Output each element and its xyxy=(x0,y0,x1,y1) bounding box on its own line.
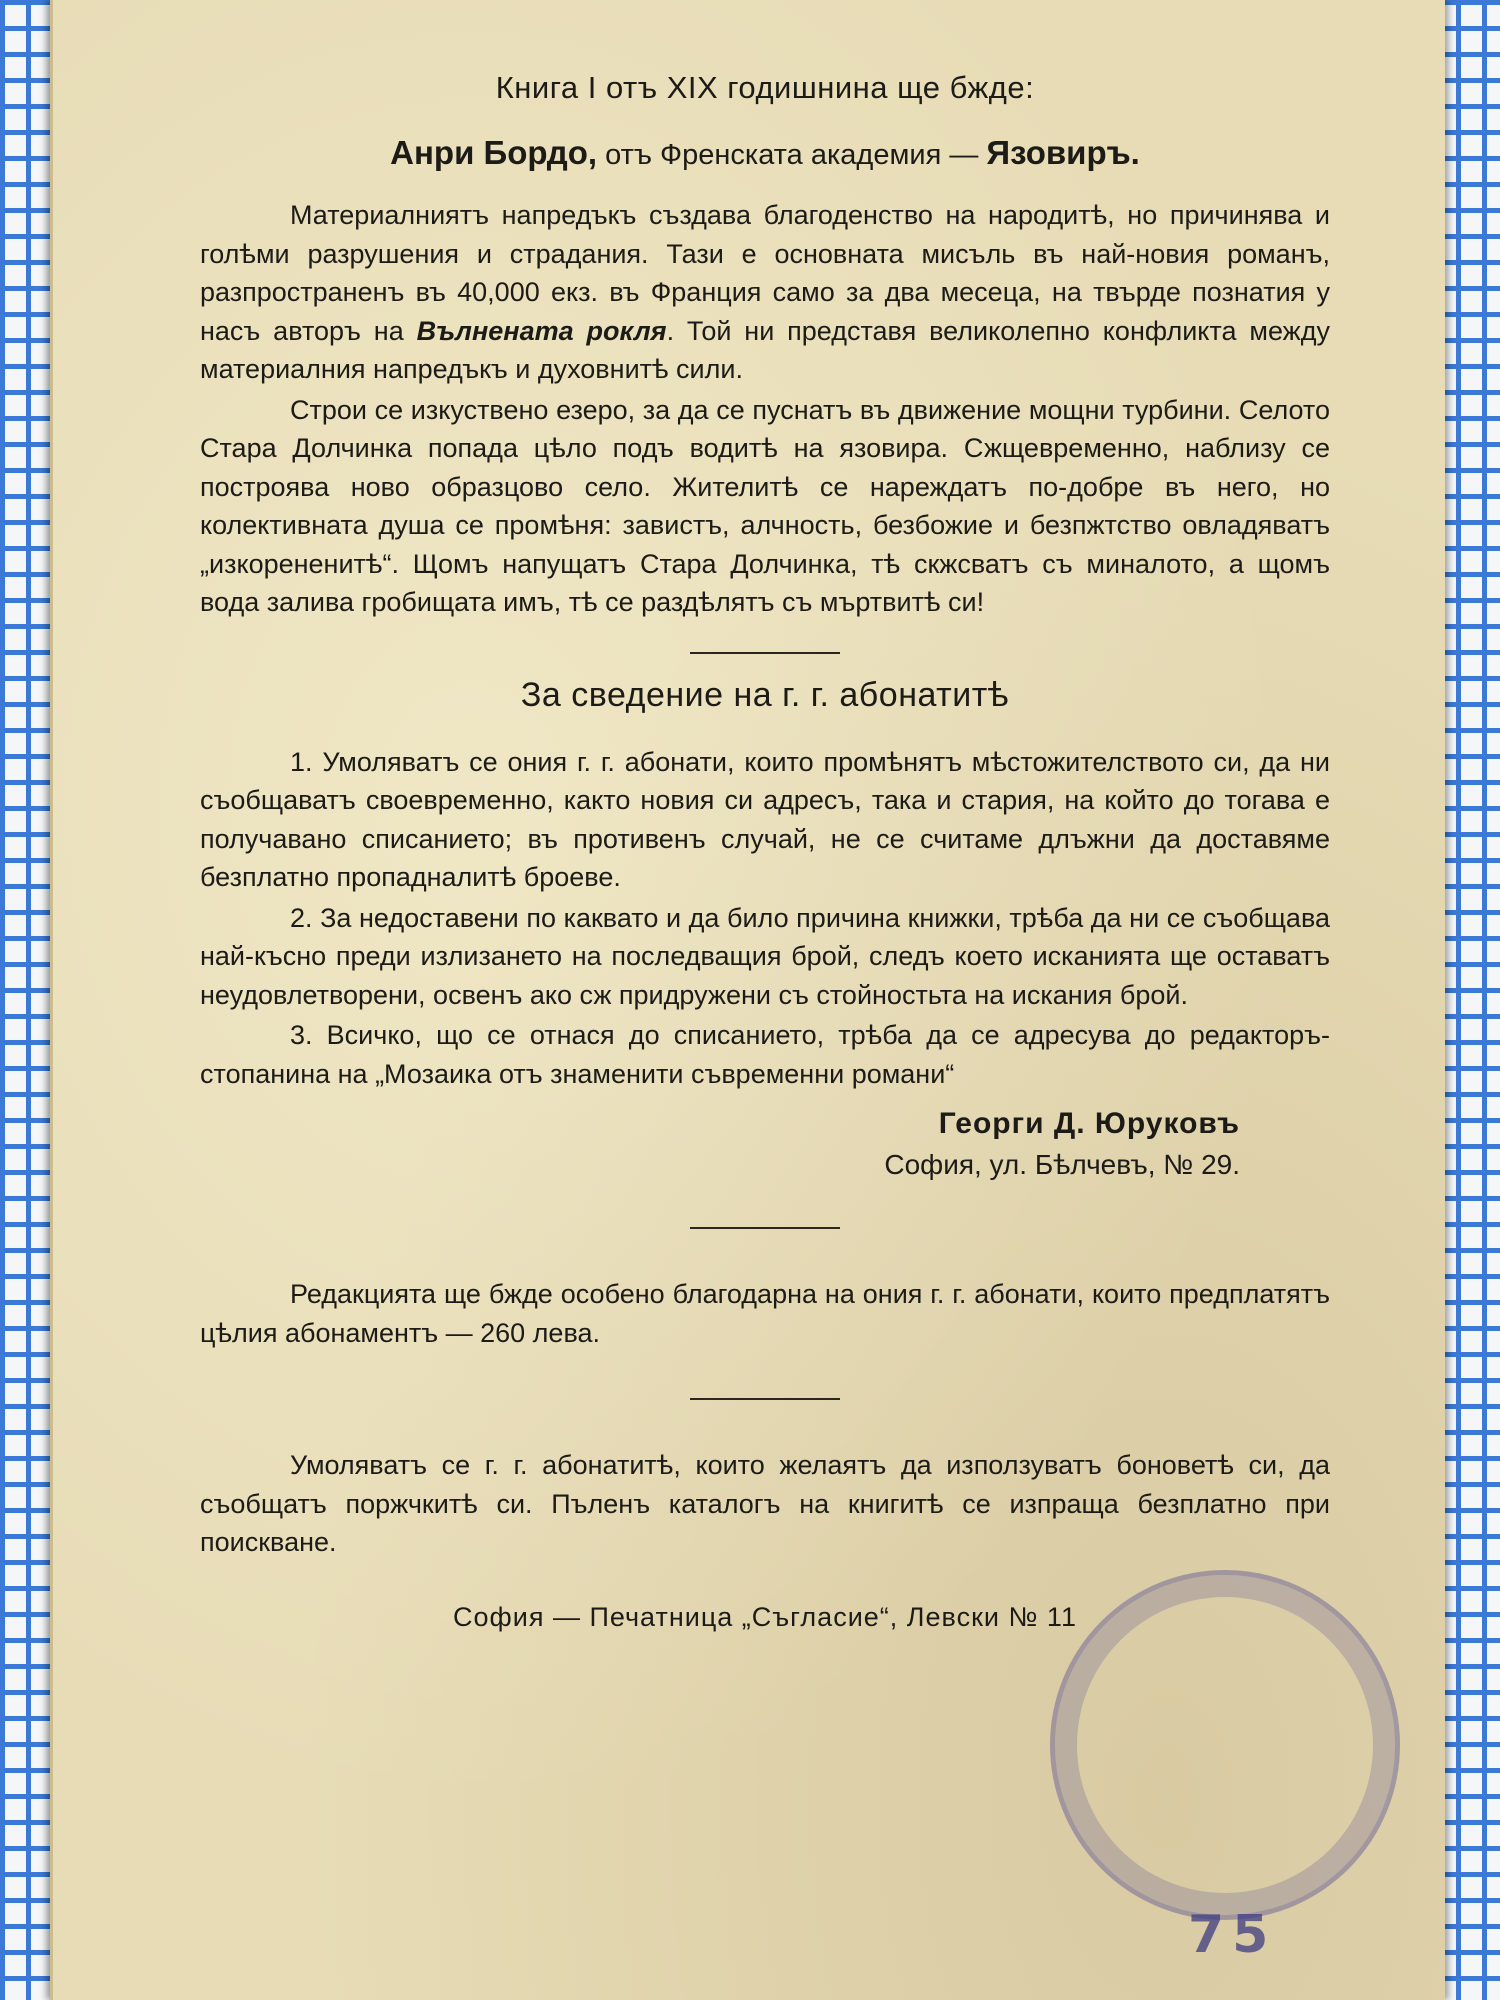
prepayment-thanks: Редакцията ще бжде особено благодарна на ония г. г. абонати, които предплатятъ цѣлия абонаментъ — 260 лева. xyxy=(200,1279,1330,1348)
editor-signature: Георги Д. Юруковъ xyxy=(938,1107,1240,1140)
notice-title: За сведение на г. г. абонатитѣ xyxy=(520,675,1010,714)
divider xyxy=(690,652,840,654)
library-stamp xyxy=(1050,1570,1400,1920)
description-text-start: Материалниятъ напредъкъ създава благоденство на народитѣ, но причинява и голѣми разрушения и страдания. Тази е основната мисъль въ най-новия романъ, разпространенъ въ 40,000 екз. въ Франция само за два месеца, на твърде познатия у насъ авторъ на xyxy=(200,200,1330,346)
stamp-number: 75 xyxy=(1188,1905,1277,1965)
author-affiliation: отъ Френската академия — xyxy=(605,139,979,171)
printer-imprint: София — Печатница „Съгласие“, Левски № 11 xyxy=(453,1601,1077,1632)
notice-item-2: 2. За недоставени по каквато и да било причина книжки, трѣба да ни се съобщава най-късно преди излизането на последващия брой, следъ което исканията ще оставатъ неудовлетворени, освенъ ако сж придружени съ стойностьта на искания брой. xyxy=(200,902,1330,1010)
author-name: Анри Бордо, xyxy=(390,134,598,171)
description-paragraph-1 xyxy=(200,196,1330,389)
referenced-novel-title: Вълнената рокля xyxy=(416,315,667,346)
description-paragraph-2: Строи се изкуствено езеро, за да се пуснатъ въ движение мощни турбини. Селото Стара Долчинка попада цѣло подъ водитѣ на язовира. Сжщевременно, наблизу се построява ново образцово село. Жителитѣ се нареждатъ по-добре въ него, но колективната душа се промѣня: завистъ, алчность, безбожие и безпжтство овладяватъ „изкорененитѣ“. Щомъ напущатъ Стара Долчинка, тѣ скжсватъ съ миналото, а щомъ вода залива гробищата имъ, тѣ се раздѣлятъ съ мъртвитѣ си! xyxy=(200,394,1330,617)
divider xyxy=(690,1398,840,1400)
issue-header: Книга I отъ XIX годишнина ще бжде: xyxy=(495,70,1035,105)
voucher-notice: Умоляватъ се г. г. абонатитѣ, които желаятъ да използуватъ боноветѣ си, да съобщатъ поржчкитѣ си. Пъленъ каталогъ на книгитѣ се изпраща безплатно при поискване. xyxy=(200,1450,1330,1557)
description-text-end: . Той ни представя великолепно конфликта между материалния напредъкъ и духовнитѣ сили. xyxy=(200,315,1330,384)
author-line xyxy=(200,134,1330,172)
notice-item-3: 3. Всичко, що се отнася до списанието, трѣба да се адресува до редакторъ-стопанина на „Мозаика отъ знаменити съвременни романи“ xyxy=(200,1020,1330,1089)
editor-address: София, ул. Бѣлчевъ, № 29. xyxy=(884,1149,1240,1180)
divider xyxy=(690,1227,840,1229)
notice-item-1: 1. Умоляватъ се ония г. г. абонати, които промѣнятъ мѣстожителството си, да ни съобщаватъ своевременно, както новия си адресъ, така и стария, на който до тогава е получавано списанието; въ противенъ случай, не се считаме длъжни да доставяме безплатно пропадналитѣ броеве. xyxy=(200,746,1330,892)
book-title: Язовиръ. xyxy=(986,134,1140,171)
printed-page xyxy=(200,70,1330,1633)
